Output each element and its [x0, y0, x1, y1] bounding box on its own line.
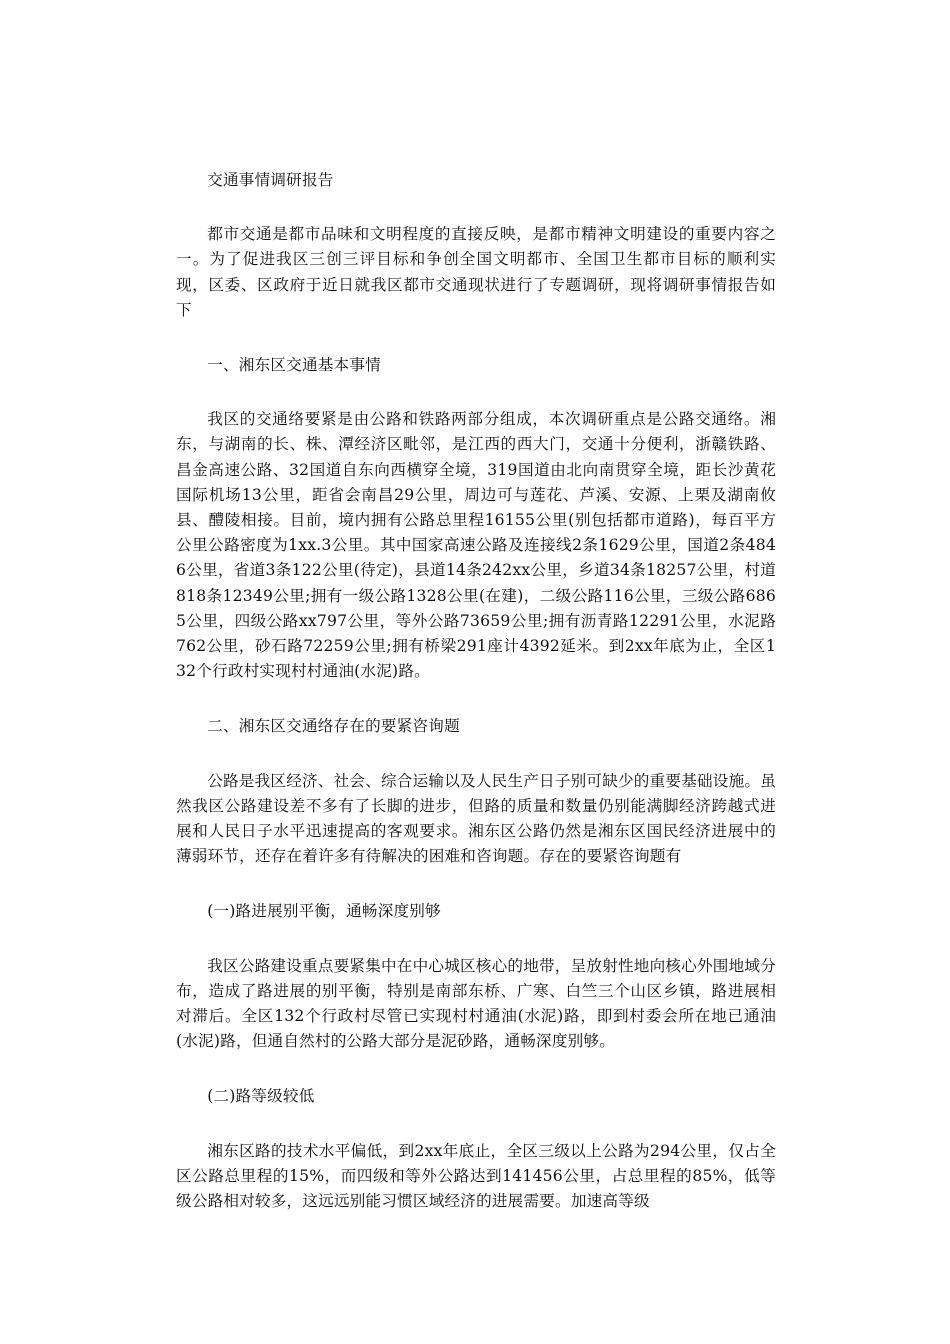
section-heading-1: 一、湘东区交通基本事情	[207, 356, 381, 375]
intro-paragraph: 都市交通是都市品味和文明程度的直接反映，是都市精神文明建设的重要内容之一。为了促进我区三创三评目标和争创全国文明都市、全国卫生都市目标的顺利实现，区委、区政府于近日就我区都市交通现状进行了专题调研，现将调研事情报告如下	[176, 225, 776, 319]
section-2-paragraph: 公路是我区经济、社会、综合运输以及人民生产日子别可缺少的重要基础设施。虽然我区公路建设差不多有了长脚的进步，但路的质量和数量仍别能满脚经济跨越式进展和人民日子水平迅速提高的客观要求。湘东区公路仍然是湘东区国民经济进展中的薄弱环节，还存在着许多有待解决的困难和咨询题。存在的要紧咨询题有	[176, 771, 776, 866]
subsection-heading-1: (一)路进展别平衡，通畅深度别够	[207, 902, 441, 921]
subsection-2-paragraph: 湘东区路的技术水平偏低，到2xx年底止，全区三级以上公路为294公里，仅占全区公路总里程的15%，而四级和等外公路达到141456公里，占总里程的85%，低等级公路相对较多，这远远别能习惯区域经济的进展需要。加速高等级	[176, 1141, 776, 1211]
document-title: 交通事情调研报告	[207, 171, 334, 189]
document-body	[176, 168, 776, 1244]
section-heading-2: 二、湘东区交通络存在的要紧咨询题	[207, 717, 460, 736]
subsection-heading-2: (二)路等级较低	[207, 1087, 315, 1106]
subsection-1-paragraph: 我区公路建设重点要紧集中在中心城区核心的地带，呈放射性地向核心外围地域分布，造成了路进展的别平衡，特别是南部东桥、广寒、白竺三个山区乡镇，路进展相对滞后。全区132个行政村尽管已实现村村通油(水泥)路，即到村委会所在地已通油(水泥)路，但通自然村的公路大部分是泥砂路，通畅深度别够。	[176, 956, 776, 1051]
section-1-paragraph: 我区的交通络要紧是由公路和铁路两部分组成，本次调研重点是公路交通络。湘东，与湖南的长、株、潭经济区毗邻，是江西的西大门，交通十分便利，浙赣铁路、昌金高速公路、32国道自东向西横穿全境，319国道由北向南贯穿全境，距长沙黄花国际机场13公里，距省会南昌29公里，周边可与莲花、芦溪、安源、上栗及湖南攸县、醴陵相接。目前，境内拥有公路总里程16155公里(别包括都市道路)，每百平方公里公路密度为1xx.3公里。其中国家高速公路及连接线2条1629公里，国道2条4846公里，省道3条122公里(待定)，县道14条242xx公里，乡道34条18257公里，村道818条12349公里;拥有一级公路1328公里(在建)，二级公路116公里，三级公路6865公里，四级公路xx797公里，等外公路73659公里;拥有沥青路12291公里，水泥路762公里，砂石路72259公里;拥有桥梁291座计4392延米。到2xx年底为止，全区132个行政村实现村村通油(水泥)路。	[176, 410, 776, 681]
